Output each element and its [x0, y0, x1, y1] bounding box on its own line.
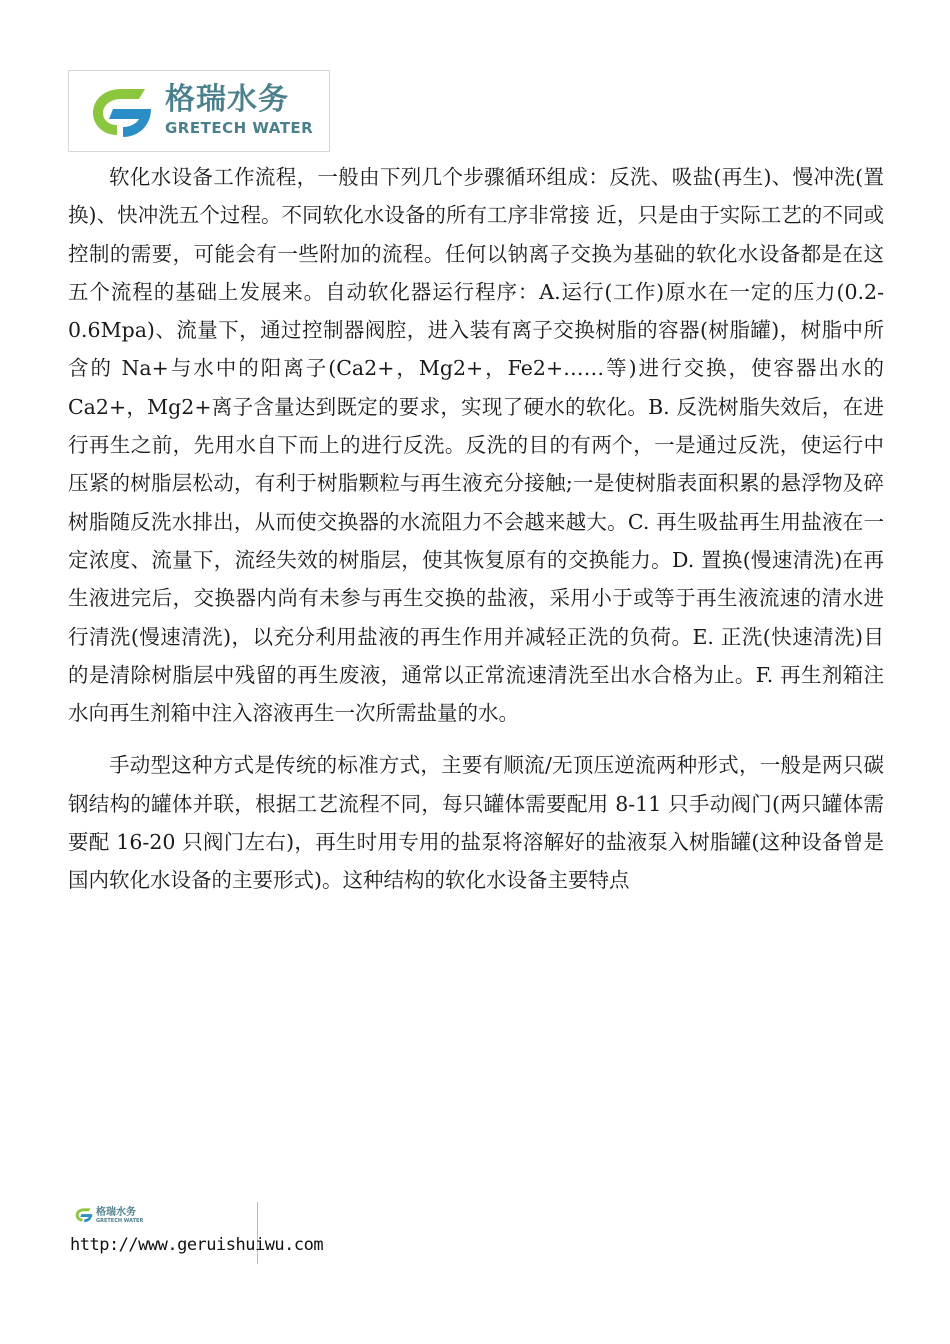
footer-website-url: http://www.geruishuiwu.com: [70, 1235, 324, 1255]
footer-logo-chinese-name: 格瑞水务: [96, 1207, 136, 1218]
header-logo: [68, 70, 330, 152]
gretech-logo-icon: [87, 83, 157, 141]
footer-logo-english-name: GRETECH WATER: [96, 1218, 144, 1224]
footer-branding: [68, 1202, 324, 1264]
article-body: [68, 158, 884, 900]
logo-chinese-name: 格瑞水务: [165, 82, 289, 117]
paragraph-workflow: 软化水设备工作流程，一般由下列几个步骤循环组成：反洗、吸盐(再生)、慢冲洗(置换)、快冲洗五个过程。不同软化水设备的所有工序非常接 近，只是由于实际工艺的不同或控制的需要，可能会有一些附加的流程。任何以钠离子交换为基础的软化水设备都是在这五个流程的基础上发展来。自动软化器运行程序：A.运行(工作)原水在一定的压力(0.2-0.6Mpa)、流量下，通过控制器阀腔，进入装有离子交换树脂的容器(树脂罐)，树脂中所含的 Na+与水中的阳离子(Ca2+，Mg2+，Fe2+……等)进行交换，使容器出水的 Ca2+，Mg2+离子含量达到既定的要求，实现了硬水的软化。B. 反洗树脂失效后，在进行再生之前，先用水自下而上的进行反洗。反洗的目的有两个，一是通过反洗，使运行中压紧的树脂层松动，有利于树脂颗粒与再生液充分接触;一是使树脂表面积累的悬浮物及碎树脂随反洗水排出，从而使交换器的水流阻力不会越来越大。C. 再生吸盐再生用盐液在一定浓度、流量下，流经失效的树脂层，使其恢复原有的交换能力。D. 置换(慢速清洗)在再生液进完后，交换器内尚有未参与再生交换的盐液，采用小于或等于再生液流速的清水进行清洗(慢速清洗)，以充分利用盐液的再生作用并减轻正洗的负荷。E. 正洗(快速清洗)目的是清除树脂层中残留的再生废液，通常以正常流速清洗至出水合格为止。F. 再生剂箱注水向再生剂箱中注入溶液再生一次所需盐量的水。: [68, 165, 884, 726]
paragraph-manual-type: 手动型这种方式是传统的标准方式，主要有顺流/无顶压逆流两种形式，一般是两只碳钢结构的罐体并联，根据工艺流程不同，每只罐体需要配用 8-11 只手动阀门(两只罐体需要配 16-20 只阀门左右)，再生时用专用的盐泵将溶解好的盐液泵入树脂罐(这种设备曾是国内软化水设备的主要形式)。这种结构的软化水设备主要特点: [68, 753, 884, 893]
gretech-logo-small-icon: [74, 1206, 94, 1224]
logo-english-name: GRETECH WATER: [165, 119, 314, 137]
